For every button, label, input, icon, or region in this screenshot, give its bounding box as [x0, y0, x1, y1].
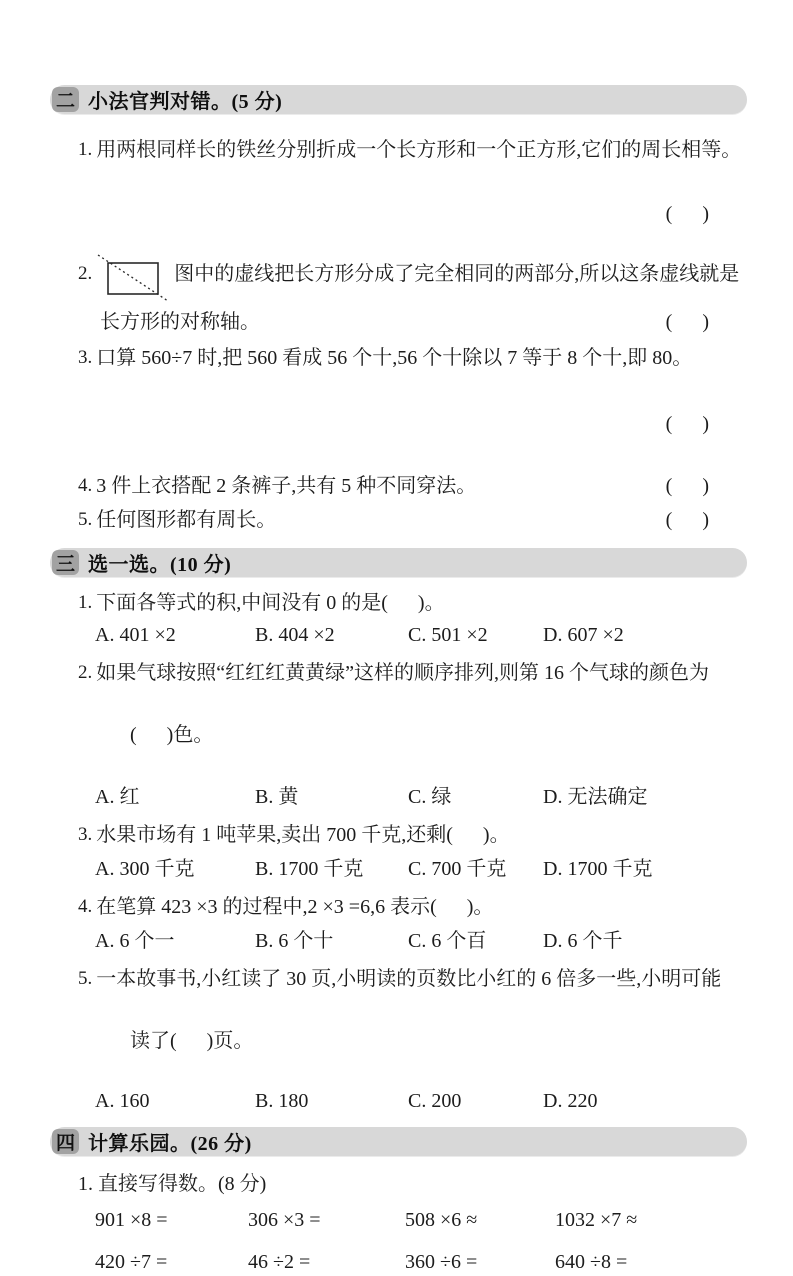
section-badge-4: 四	[52, 1129, 79, 1154]
calc-expression: 360 ÷6 =	[405, 1251, 478, 1273]
judge-item-3	[78, 344, 747, 372]
section-title-calc: 计算乐园。(26 分)	[88, 1133, 252, 1155]
choice-item-2-text-cont: ( )色。	[130, 724, 214, 746]
option-d: D. 无法确定	[543, 786, 648, 808]
page-content	[50, 85, 747, 1276]
option-b: B. 180	[255, 1090, 309, 1112]
item-number: 2.	[78, 662, 93, 683]
item-number: 1.	[78, 592, 93, 613]
option-c: C. 绿	[408, 786, 452, 808]
judge-item-2-line2	[100, 308, 747, 336]
option-d: D. 1700 千克	[543, 858, 653, 880]
judge-item-1	[78, 136, 747, 164]
choice-item-1-stem	[78, 589, 747, 617]
choice-item-4-stem	[78, 893, 747, 921]
option-b: B. 404 ×2	[255, 624, 335, 646]
judge-item-1-answer-line	[50, 172, 747, 256]
option-d: D. 6 个千	[543, 930, 623, 952]
choice-item-1-text: 下面各等式的积,中间没有 0 的是( )。	[96, 592, 445, 614]
calc-row-2	[95, 1248, 747, 1276]
section-badge-2: 二	[52, 87, 79, 112]
calc-subtitle	[78, 1170, 747, 1198]
option-d: D. 220	[543, 1090, 598, 1112]
calc-subtitle-text: 1. 直接写得数。(8 分)	[78, 1173, 267, 1195]
calc-expression: 901 ×8 =	[95, 1209, 168, 1231]
option-d: D. 607 ×2	[543, 624, 624, 646]
judge-item-5-text: 任何图形都有周长。	[96, 509, 277, 531]
rectangle-diagonal-figure	[98, 254, 168, 302]
judge-item-3-text: 口算 560÷7 时,把 560 看成 56 个十,56 个十除以 7 等于 8 个十,即 80。	[96, 347, 693, 369]
option-c: C. 200	[408, 1090, 462, 1112]
option-a: A. 红	[95, 786, 140, 808]
option-a: A. 160	[95, 1090, 150, 1112]
calc-expression: 306 ×3 =	[248, 1209, 321, 1231]
section-badge-3: 三	[52, 550, 79, 575]
option-c: C. 700 千克	[408, 858, 507, 880]
option-b: B. 6 个十	[255, 930, 334, 952]
choice-item-5-stem	[78, 965, 747, 993]
choice-item-2-stem-line2	[100, 693, 747, 777]
calc-expression: 46 ÷2 =	[248, 1251, 311, 1273]
judge-item-1-text: 用两根同样长的铁丝分别折成一个长方形和一个正方形,它们的周长相等。	[96, 139, 742, 161]
item-number: 2.	[78, 263, 93, 284]
judge-item-2-text-cont: 长方形的对称轴。	[100, 311, 260, 333]
choice-item-3-stem	[78, 821, 747, 849]
choice-item-4-options	[95, 927, 747, 955]
choice-item-3-options	[95, 855, 747, 883]
option-a: A. 6 个一	[95, 930, 175, 952]
item-number: 1.	[78, 139, 93, 160]
answer-parens: ( )	[665, 203, 709, 225]
option-c: C. 6 个百	[408, 930, 487, 952]
calc-expression: 640 ÷8 =	[555, 1251, 628, 1273]
section-header-judge	[50, 85, 747, 114]
answer-parens: ( )	[665, 475, 709, 497]
item-number: 4.	[78, 475, 93, 496]
choice-item-4-text: 在笔算 423 ×3 的过程中,2 ×3 =6,6 表示( )。	[96, 896, 494, 918]
choice-item-2-text: 如果气球按照“红红红黄黄绿”这样的顺序排列,则第 16 个气球的颜色为	[96, 662, 710, 684]
item-number: 3.	[78, 347, 93, 368]
option-a: A. 401 ×2	[95, 624, 176, 646]
section-header-calc	[50, 1127, 747, 1156]
judge-item-2	[78, 260, 747, 302]
option-a: A. 300 千克	[95, 858, 195, 880]
choice-item-3-text: 水果市场有 1 吨苹果,卖出 700 千克,还剩( )。	[96, 824, 510, 846]
section-title-choice: 选一选。(10 分)	[88, 554, 232, 576]
choice-item-2-options	[95, 783, 747, 811]
judge-item-2-text: 图中的虚线把长方形分成了完全相同的两部分,所以这条虚线就是	[174, 263, 740, 285]
item-number: 4.	[78, 896, 93, 917]
section-header-choice	[50, 548, 747, 577]
choice-item-5-text: 一本故事书,小红读了 30 页,小明读的页数比小红的 6 倍多一些,小明可能	[96, 968, 722, 990]
item-number: 5.	[78, 968, 93, 989]
choice-item-5-stem-line2	[100, 999, 747, 1083]
judge-item-4-text: 3 件上衣搭配 2 条裤子,共有 5 种不同穿法。	[96, 475, 477, 497]
option-b: B. 黄	[255, 786, 299, 808]
option-c: C. 501 ×2	[408, 624, 488, 646]
choice-item-5-text-cont: 读了( )页。	[130, 1030, 254, 1052]
section-title-judge: 小法官判对错。(5 分)	[88, 91, 283, 113]
judge-item-4	[78, 472, 747, 500]
answer-parens: ( )	[665, 413, 709, 435]
calc-expression: 1032 ×7 ≈	[555, 1209, 638, 1231]
calc-row-1	[95, 1206, 747, 1234]
item-number: 5.	[78, 509, 93, 530]
choice-item-5-options	[95, 1087, 747, 1115]
judge-item-5	[78, 506, 747, 534]
judge-item-3-answer-line	[50, 382, 747, 466]
calc-expression: 508 ×6 ≈	[405, 1209, 478, 1231]
option-b: B. 1700 千克	[255, 858, 364, 880]
choice-item-1-options	[95, 621, 747, 649]
choice-item-2-stem	[78, 659, 747, 687]
calc-expression: 420 ÷7 =	[95, 1251, 168, 1273]
item-number: 3.	[78, 824, 93, 845]
answer-parens: ( )	[665, 311, 709, 333]
answer-parens: ( )	[665, 509, 709, 531]
